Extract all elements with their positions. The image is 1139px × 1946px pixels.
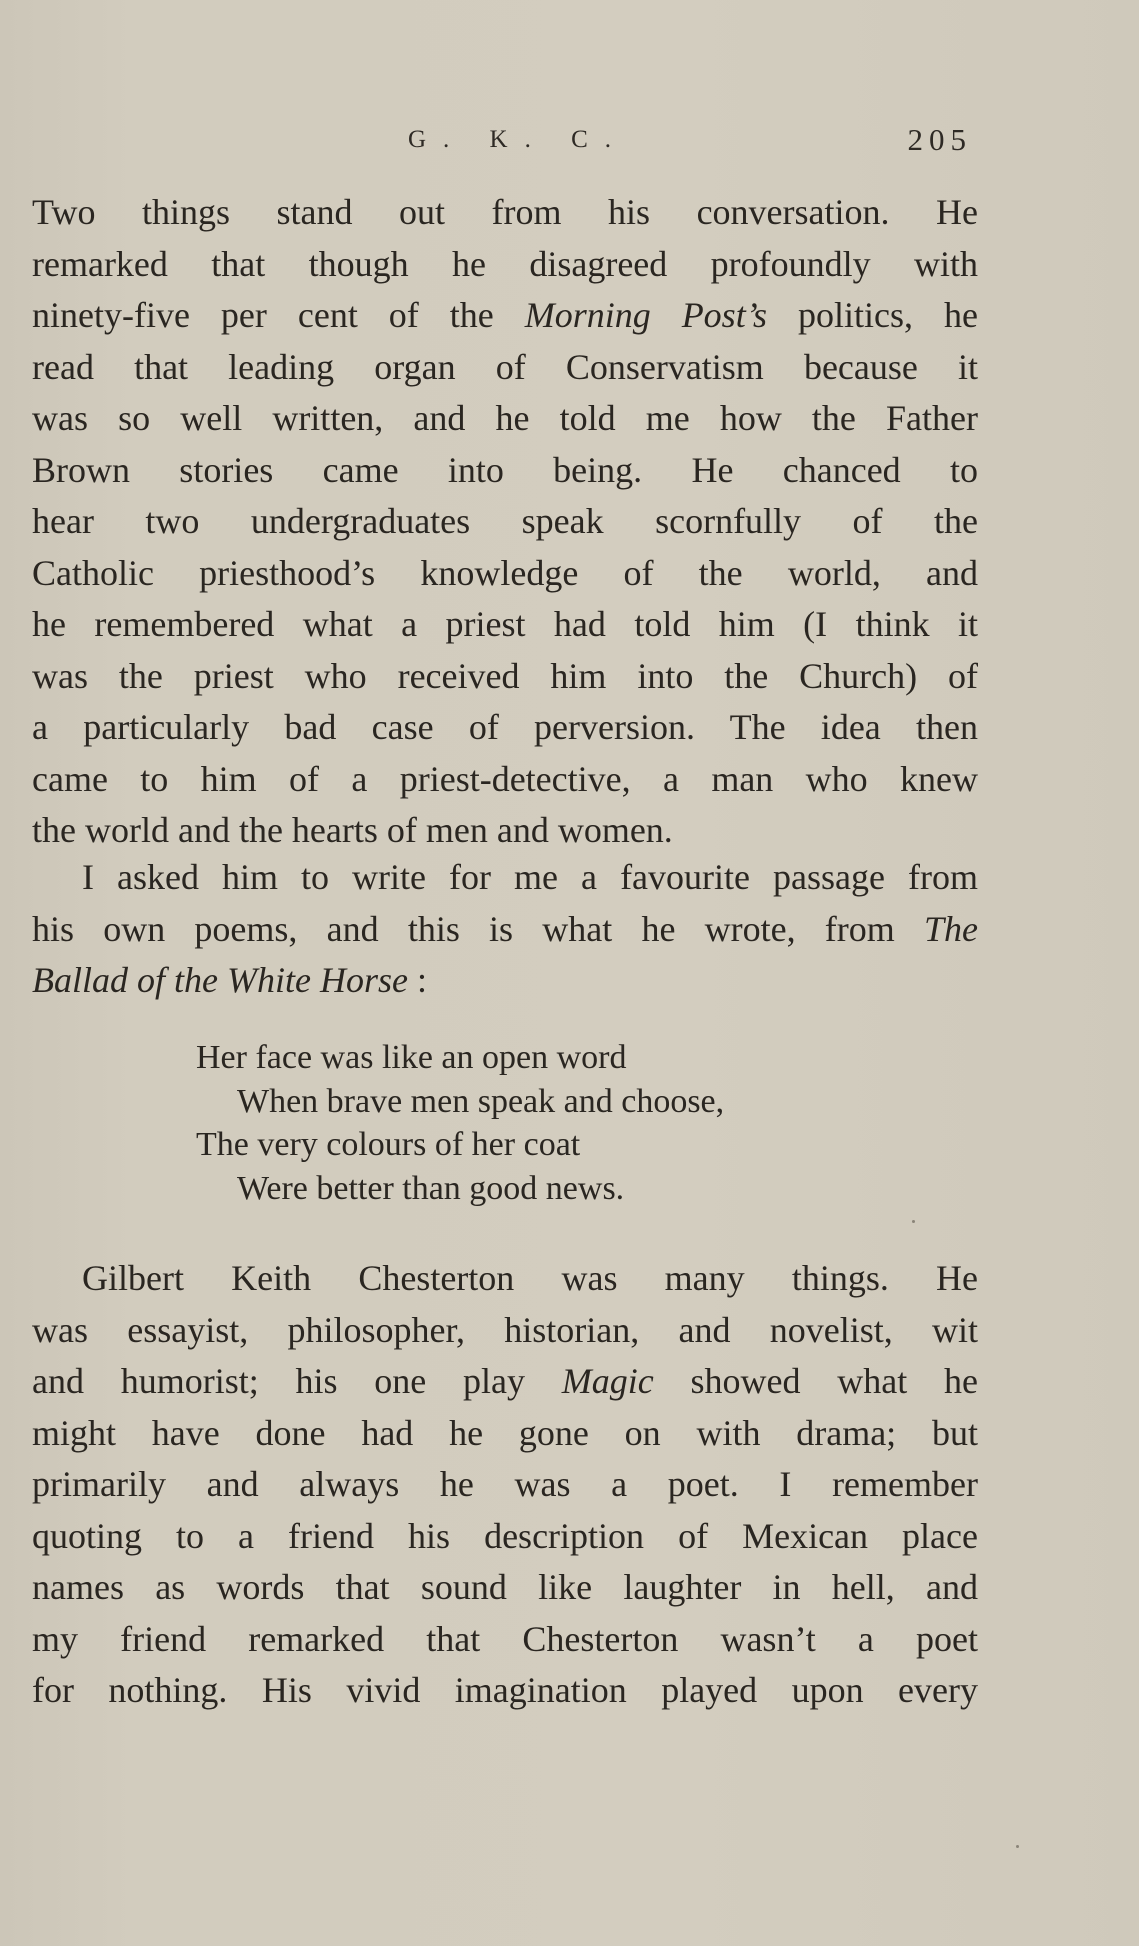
text-line: I asked him to write for me a favourite passage from bbox=[82, 857, 978, 897]
text-line: was essayist, philosopher, historian, and novelist, wit bbox=[32, 1309, 978, 1350]
text-line: he remembered what a priest had told him (I think it bbox=[32, 604, 978, 644]
verse-line: Her face was like an open word bbox=[196, 1039, 627, 1076]
italic-title-part: The bbox=[924, 908, 978, 949]
text-line: remarked that though he disagreed profoundly with bbox=[32, 243, 978, 284]
text-line bbox=[32, 1356, 978, 1408]
paper-speck bbox=[1016, 1845, 1019, 1848]
text-line: the world and the hearts of men and women. bbox=[32, 810, 673, 850]
verse-quotation bbox=[196, 1036, 724, 1210]
text-line: quoting to a friend his description of Mexican place bbox=[32, 1515, 978, 1556]
text-line-tail: politics, he bbox=[767, 295, 978, 335]
text-line: might have done had he gone on with drama; but bbox=[32, 1412, 978, 1453]
text-line-tail: showed what he bbox=[653, 1361, 978, 1401]
text-line-head: his own poems, and this is what he wrote, from bbox=[32, 908, 924, 949]
running-head bbox=[38, 122, 972, 166]
text-line: Catholic priesthood’s knowledge of the world, and bbox=[32, 552, 978, 593]
text-line: primarily and always he was a poet. I remember bbox=[32, 1464, 978, 1504]
paragraph-2 bbox=[32, 852, 978, 1007]
text-line: came to him of a priest-detective, a man who knew bbox=[32, 758, 978, 799]
paper-speck bbox=[912, 1220, 915, 1223]
paragraph-1 bbox=[32, 187, 978, 857]
text-line: Brown stories came into being. He chanced to bbox=[32, 449, 978, 490]
text-line: read that leading organ of Conservatism because it bbox=[32, 346, 978, 387]
italic-title-ballad: Ballad of the White Horse bbox=[32, 960, 408, 1000]
verse-line: When brave men speak and choose, bbox=[237, 1082, 725, 1120]
text-line: for nothing. His vivid imagination played upon every bbox=[32, 1670, 978, 1710]
text-line: was the priest who received him into the Church) of bbox=[32, 655, 978, 696]
italic-title-morning-post: Morning Post’s bbox=[524, 295, 768, 335]
text-line bbox=[32, 955, 978, 1007]
verse-line: Were better than good news. bbox=[237, 1169, 625, 1207]
text-line-head: and humorist; his one play bbox=[32, 1361, 562, 1401]
text-line: hear two undergraduates speak scornfully of the bbox=[32, 501, 978, 541]
text-line: names as words that sound like laughter in hell, and bbox=[32, 1567, 978, 1607]
text-line: Gilbert Keith Chesterton was many things. He bbox=[82, 1258, 978, 1298]
italic-title-magic: Magic bbox=[561, 1361, 654, 1401]
verse-line: The very colours of her coat bbox=[196, 1126, 581, 1163]
text-line: a particularly bad case of perversion. The idea then bbox=[32, 707, 978, 747]
text-line bbox=[32, 904, 978, 956]
text-line-head: ninety-five per cent of the bbox=[32, 295, 525, 335]
running-head-title: G. K. C. bbox=[408, 126, 629, 153]
text-line-tail: : bbox=[407, 960, 427, 1000]
text-line bbox=[32, 290, 978, 342]
paragraph-3 bbox=[32, 1253, 978, 1717]
text-line: my friend remarked that Chesterton wasn’t a poet bbox=[32, 1618, 978, 1659]
text-line: Two things stand out from his conversation. He bbox=[32, 192, 978, 232]
text-line: was so well written, and he told me how the Father bbox=[32, 398, 978, 438]
page-number: 205 bbox=[907, 122, 972, 157]
